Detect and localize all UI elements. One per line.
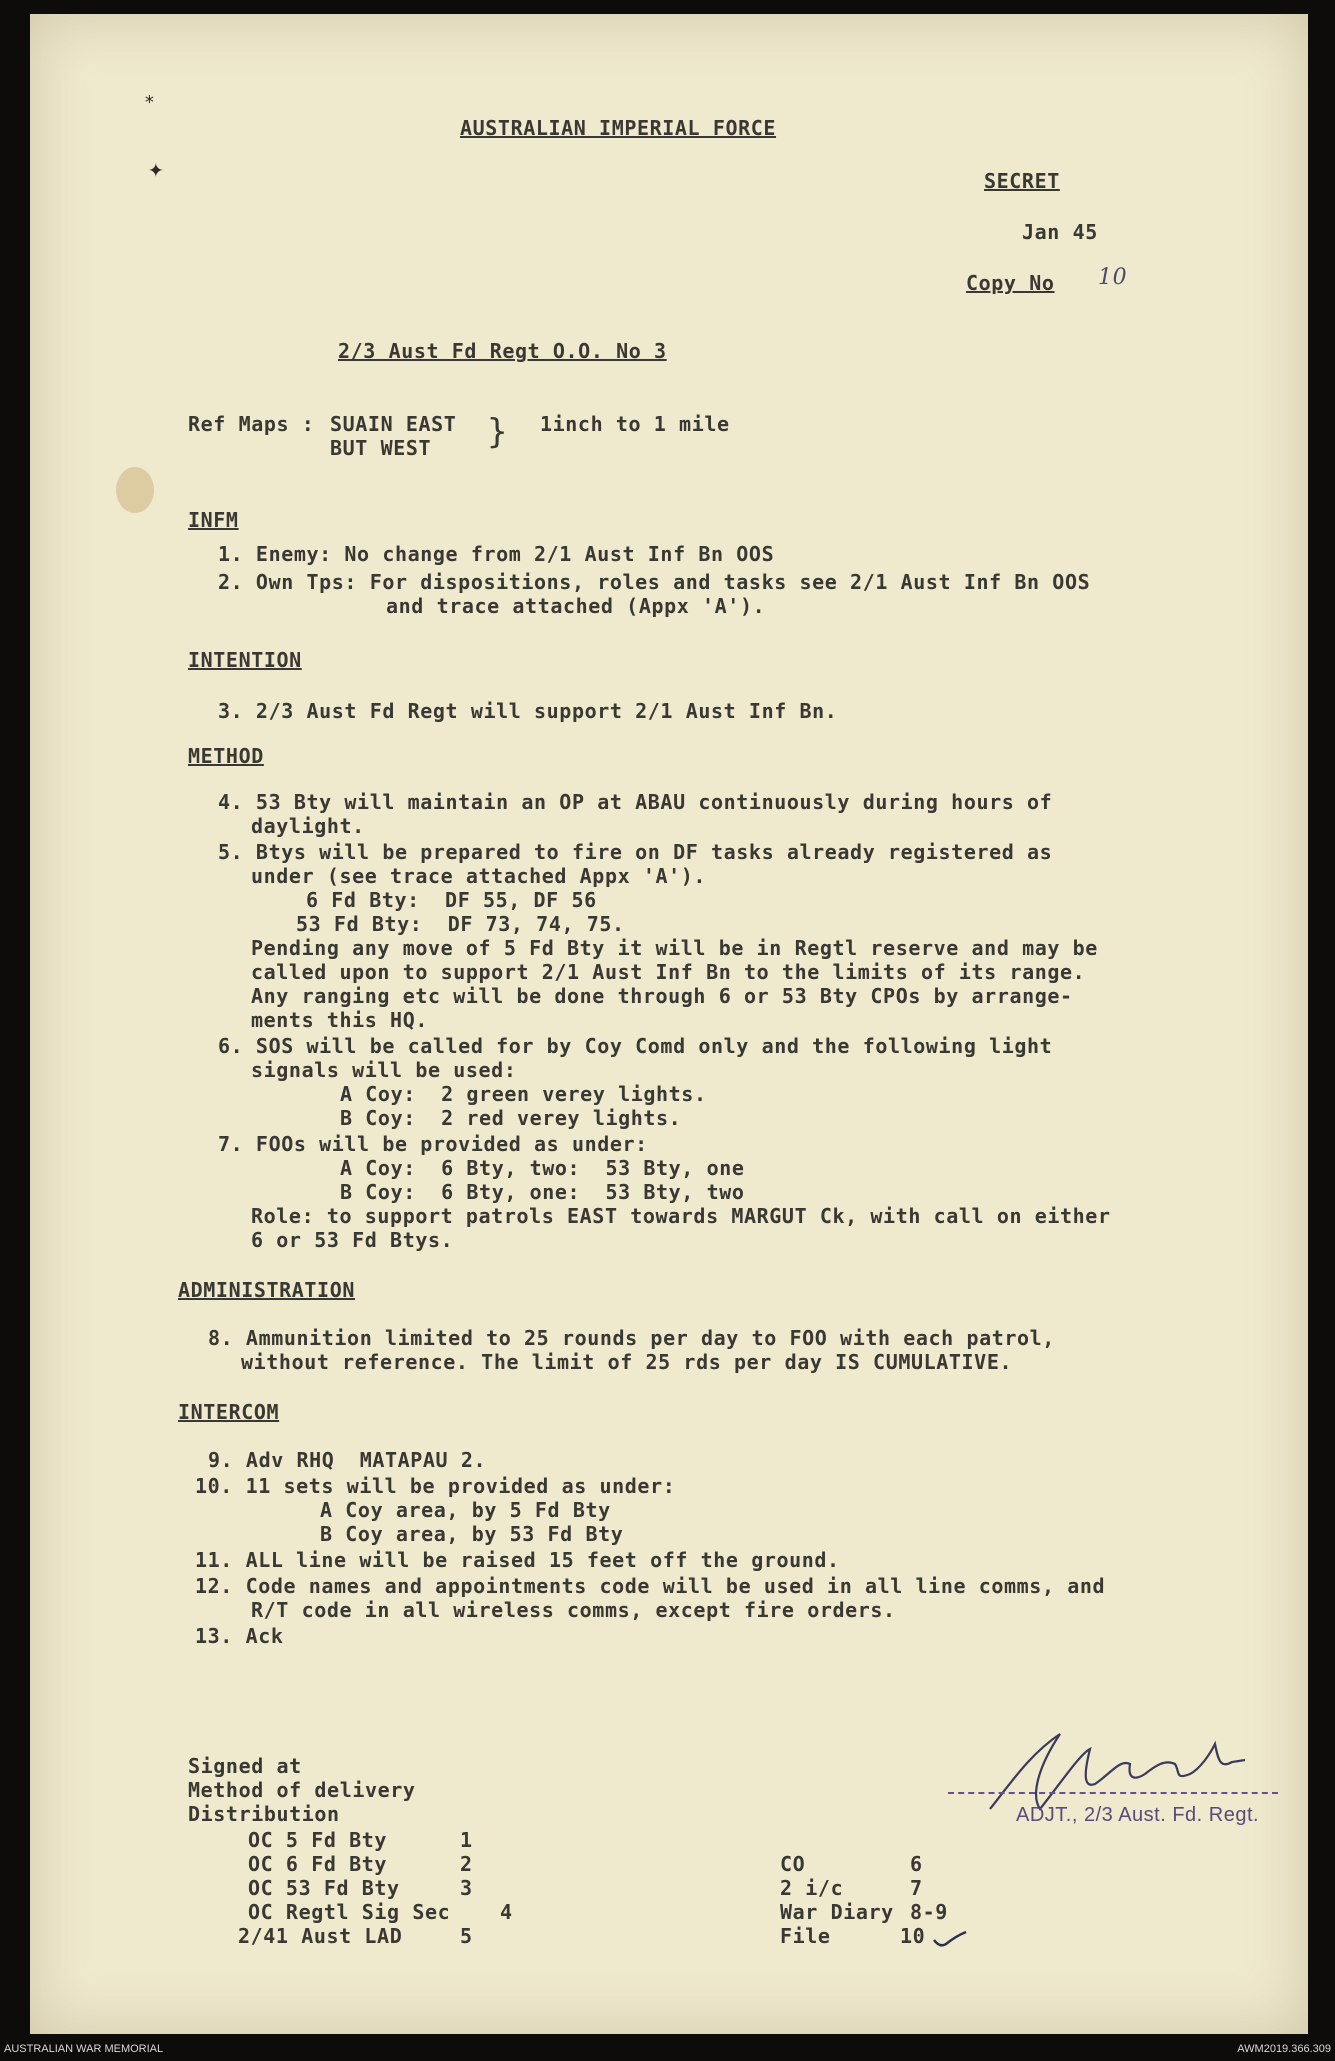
section-heading-admin: ADMINISTRATION <box>178 1278 355 1302</box>
archive-credit: AUSTRALIAN WAR MEMORIAL <box>4 2043 164 2055</box>
dist-left-n: 1 <box>460 1828 473 1852</box>
section-heading-method: METHOD <box>188 744 264 768</box>
para-10-b-coy: B Coy area, by 53 Fd Bty <box>320 1522 624 1546</box>
adjutant-stamp: ADJT., 2/3 Aust. Fd. Regt. <box>1016 1804 1260 1826</box>
dist-left-n: 2 <box>460 1852 473 1876</box>
para-1: 1. Enemy: No change from 2/1 Aust Inf Bn OOS <box>218 542 775 566</box>
ref-map-2: BUT WEST <box>330 436 432 460</box>
para-7-role: Role: to support patrols EAST towards MARGUT Ck, with call on either <box>251 1204 1111 1228</box>
para-11: 11. ALL line will be raised 15 feet off the ground. <box>195 1548 840 1572</box>
dist-left-to: OC 6 Fd Bty <box>248 1852 388 1876</box>
para-5: 5. Btys will be prepared to fire on DF tasks already registered as <box>218 840 1053 864</box>
document-date: Jan 45 <box>1022 220 1098 244</box>
paper-mark: * <box>144 92 155 113</box>
para-3: 3. 2/3 Aust Fd Regt will support 2/1 Aust Inf Bn. <box>218 699 838 723</box>
para-5-reserve: Pending any move of 5 Fd Bty it will be in Regtl reserve and may be <box>251 936 1098 960</box>
dist-left-n: 3 <box>460 1876 473 1900</box>
para-8-cont: without reference. The limit of 25 rds per day IS CUMULATIVE. <box>241 1350 1013 1374</box>
para-7: 7. FOOs will be provided as under: <box>218 1132 648 1156</box>
para-10: 10. 11 sets will be provided as under: <box>195 1474 676 1498</box>
paper-mark: ✦ <box>148 154 164 184</box>
dist-right-to: File <box>780 1924 831 1948</box>
para-10-a-coy: A Coy area, by 5 Fd Bty <box>320 1498 611 1522</box>
ref-maps-label: Ref Maps : <box>188 412 315 436</box>
distribution-label: Distribution <box>188 1802 340 1826</box>
document-title: AUSTRALIAN IMPERIAL FORCE <box>460 116 777 140</box>
dist-left-n: 5 <box>460 1924 473 1948</box>
dist-right-to: War Diary <box>780 1900 894 1924</box>
brace: } <box>487 412 509 452</box>
archive-id: AWM2019.366.309 <box>1237 2043 1331 2055</box>
ref-map-scale: 1inch to 1 mile <box>540 412 730 436</box>
signed-at: Signed at <box>188 1754 302 1778</box>
para-7-role-2: 6 or 53 Fd Btys. <box>251 1228 454 1252</box>
dist-right-n: 7 <box>910 1876 923 1900</box>
ref-map-1: SUAIN EAST <box>330 412 457 436</box>
para-12-cont: R/T code in all wireless comms, except fire orders. <box>251 1598 896 1622</box>
dist-right-to: 2 i/c <box>780 1876 844 1900</box>
section-heading-intercom: INTERCOM <box>178 1400 280 1424</box>
copy-number: 10 <box>1098 265 1128 290</box>
para-7-b-coy: B Coy: 6 Bty, one: 53 Bty, two <box>340 1180 745 1204</box>
stamp-line <box>948 1792 1278 1794</box>
dist-right-n: 6 <box>910 1852 923 1876</box>
method-of-delivery: Method of delivery <box>188 1778 416 1802</box>
para-13: 13. Ack <box>195 1624 284 1648</box>
para-8: 8. Ammunition limited to 25 rounds per day to FOO with each patrol, <box>208 1326 1055 1350</box>
para-7-a-coy: A Coy: 6 Bty, two: 53 Bty, one <box>340 1156 745 1180</box>
dist-right-to: CO <box>780 1852 806 1876</box>
stain <box>116 467 154 513</box>
para-5-bty-6: 6 Fd Bty: DF 55, DF 56 <box>306 888 597 912</box>
para-6-cont: signals will be used: <box>251 1058 517 1082</box>
para-6-b-coy: B Coy: 2 red verey lights. <box>340 1106 682 1130</box>
para-5-ranging: Any ranging etc will be done through 6 or 53 Bty CPOs by arrange- <box>251 984 1073 1008</box>
para-2-cont: and trace attached (Appx 'A'). <box>386 594 766 618</box>
para-2: 2. Own Tps: For dispositions, roles and tasks see 2/1 Aust Inf Bn OOS <box>218 570 1091 594</box>
dist-left-to: OC 5 Fd Bty <box>248 1828 388 1852</box>
dist-left-to: OC Regtl Sig Sec <box>248 1900 451 1924</box>
document-page <box>30 14 1308 2034</box>
dist-right-n: 8-9 <box>910 1900 948 1924</box>
dist-right-n: 10 <box>900 1924 926 1948</box>
para-4-cont: daylight. <box>251 814 365 838</box>
para-12: 12. Code names and appointments code will be used in all line comms, and <box>195 1574 1106 1598</box>
dist-left-n: 4 <box>500 1900 513 1924</box>
section-heading-infm: INFM <box>188 508 239 532</box>
para-5-bty-53: 53 Fd Bty: DF 73, 74, 75. <box>296 912 625 936</box>
copy-label: Copy No <box>966 271 1055 295</box>
para-5-reserve-2: called upon to support 2/1 Aust Inf Bn to the limits of its range. <box>251 960 1086 984</box>
para-5-ranging-2: ments this HQ. <box>251 1008 428 1032</box>
para-5-cont: under (see trace attached Appx 'A'). <box>251 864 707 888</box>
check-mark-icon <box>930 1926 970 1950</box>
order-title: 2/3 Aust Fd Regt O.O. No 3 <box>338 339 667 363</box>
section-heading-intention: INTENTION <box>188 648 302 672</box>
dist-left-to: OC 53 Fd Bty <box>248 1876 400 1900</box>
para-4: 4. 53 Bty will maintain an OP at ABAU continuously during hours of <box>218 790 1053 814</box>
classification: SECRET <box>984 169 1060 193</box>
para-6: 6. SOS will be called for by Coy Comd only and the following light <box>218 1034 1053 1058</box>
dist-left-to: 2/41 Aust LAD <box>238 1924 403 1948</box>
para-6-a-coy: A Coy: 2 green verey lights. <box>340 1082 707 1106</box>
para-9: 9. Adv RHQ MATAPAU 2. <box>208 1448 487 1472</box>
